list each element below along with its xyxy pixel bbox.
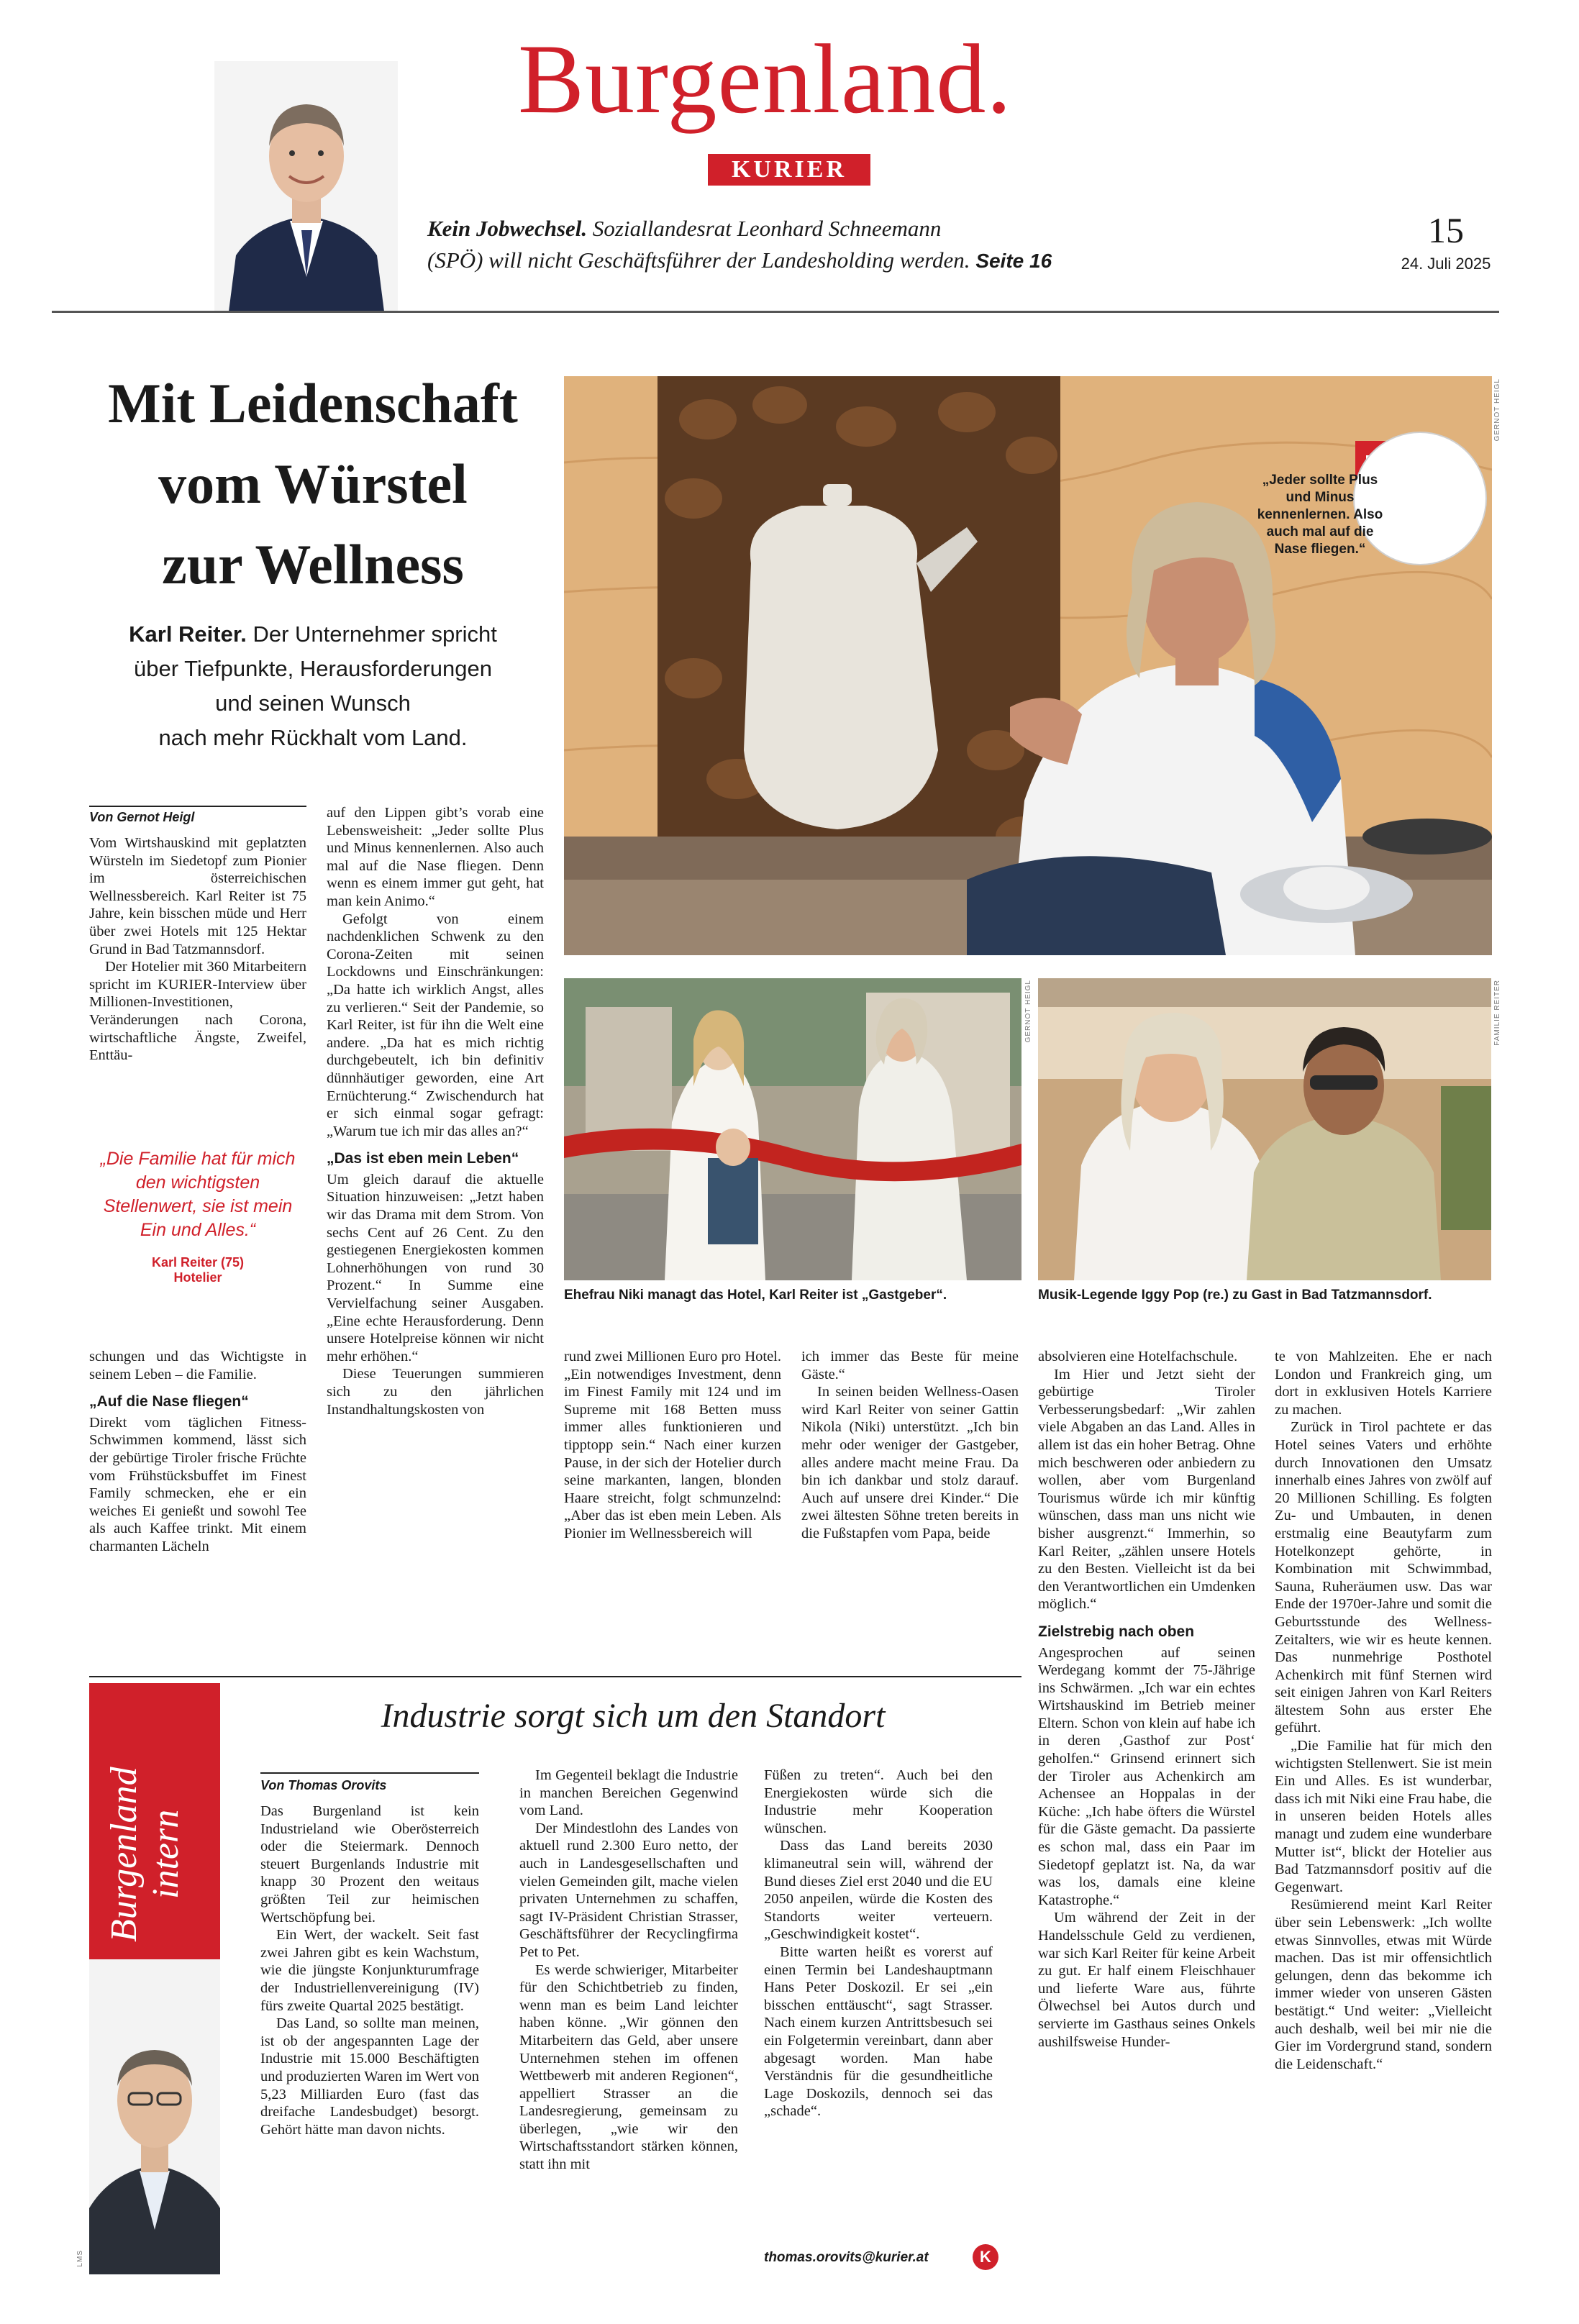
paragraph: absolvieren eine Hotelfachschule. (1038, 1349, 1238, 1364)
headline-line-1: Mit Leidenschaft (108, 372, 518, 434)
subheading: „Auf die Nase fliegen“ (89, 1393, 249, 1411)
photo-quote-bubble: „Jeder sollte Plus und Minus kennenlernen. Also auch mal auf die Nase fliegen.“ (1257, 473, 1383, 557)
kurier-logo: KURIER (708, 154, 870, 186)
pull-quote-author: Karl Reiter (75) (151, 1255, 245, 1270)
article-column-4 (801, 1348, 1019, 1543)
commentary-label-1: Burgenland (104, 1767, 145, 1942)
teaser-page-ref: Seite 16 (975, 250, 1052, 272)
article-column-1b (89, 1348, 306, 1556)
commentary-headline: Industrie sorgt sich um den Standort (381, 1697, 886, 1735)
commentary-column-1 (260, 1803, 479, 2138)
photo-credit-3: FAMILIE REITER (1493, 980, 1501, 1046)
paragraph: Um gleich darauf die aktuelle Situation hinzuweisen: „Jetzt haben wir das Drama mit dem Strom. Von sechs Cent auf 26 Cent. Zu den gestiegenen Energiekosten kommen Lohnerhöhungen von rund 30 Prozent.“ In Summe eine Vervielfachung seiner Ausgaben. „Eine echte Herausforderung. Denn unsere Hotelpreise können wir nicht mehr erhöhen.“ (327, 1171, 544, 1364)
teaser[interactable] (427, 213, 1161, 277)
commentary-label-2: intern (145, 1809, 186, 1899)
paragraph: ich immer das Beste für meine Gäste.“ (801, 1349, 1019, 1382)
main-photo-karl-reiter (564, 376, 1492, 955)
iggy-pop-photo (1038, 978, 1491, 1280)
paragraph: Bitte warten heißt es vorerst auf einen Termin bei Landeshauptmann Hans Peter Doskozil. Er sei „ein bisschen enttäuscht“, sagt Strasser. Nach einem kurzen Antrittsbesuch sei ein Folgetermin vereinbart, dann aber abgesagt worden. Man habe Verständnis für die gesundheitliche Lage Doskozils, dennoch sei das „schade“. (764, 1943, 993, 2120)
paragraph: „Die Familie hat für mich den wichtigsten Stellenwert. Sie ist mein Ein und Alles. Es ist wunderbar, dass ich mit Niki eine Frau habe, die in unseren beiden Hotels alles managt und zudem eine wunderbare Mutter ist“, blickt der Hotelier aus Bad Tatzmannsdorf positiv auf die Gegenwart. (1275, 1738, 1492, 1895)
article-column-5 (1038, 1348, 1255, 2051)
page-number: 15 (1428, 210, 1464, 250)
photo-credit-2: GERNOT HEIGL (1024, 980, 1032, 1043)
iggy-photo-caption: Musik-Legende Iggy Pop (re.) zu Gast in Bad Tatzmannsdorf. (1038, 1288, 1432, 1303)
paragraph: Ein Wert, der wackelt. Seit fast zwei Jahren gibt es kein Wachstum, wie die jüngste Konjunkturumfrage der Industriellenvereinigung (IV) fürs zweite Quartal 2025 bestätigt. (260, 1927, 479, 2014)
ribbon-photo-caption: Ehefrau Niki managt das Hotel, Karl Reiter ist „Gastgeber“. (564, 1288, 947, 1303)
subhead-line-3: und seinen Wunsch (215, 691, 411, 716)
paragraph: schungen und das Wichtigste in seinem Leben – die Familie. (89, 1349, 306, 1382)
ribbon-cutting-photo (564, 978, 1021, 1280)
paragraph: Füßen zu treten“. Auch bei den Energiekosten würde sich die Industrie mehr Kooperation wünschen. (764, 1767, 993, 1836)
paragraph: Um während der Zeit in der Handelsschule Geld zu verdienen, war sich Karl Reiter für keine Arbeit zu gut. Er half einem Fleischhauer und lieferte Ware aus, führte Ölwechsel bei Autos durch und servierte im Gasthaus seines Onkels aushilfsweise Hunder- (1038, 1910, 1255, 2050)
pull-quote-text: „Die Familie hat für mich den wichtigsten Stellenwert, sie ist mein Ein und Alles.“ (100, 1149, 296, 1240)
paragraph: Resümierend meint Karl Reiter über sein Lebenswerk: „Ich wollte etwas Sinnvolles, etwas mit Würde machen. Das ist mir offensichtlich gelungen, denn das bekomme ich immer wieder von unseren Gästen bestätigt.“ Und weiter: „Vielleicht auch deshalb, weil bei mir nie die Gier im Vordergrund stand, sondern die Leidenschaft.“ (1275, 1897, 1492, 2072)
commentary-sidebar (89, 1683, 220, 2274)
photo-credit-main: GERNOT HEIGL (1493, 378, 1501, 442)
paragraph: te von Mahlzeiten. Ehe er nach London und Frankreich ging, um dort in exklusiven Hotels Karriere zu machen. (1275, 1349, 1492, 1418)
commentary-column-3 (764, 1767, 993, 2120)
article-headline (65, 363, 561, 605)
paragraph: Direkt vom täglichen Fitness-Schwimmen kommend, lässt sich der gebürtige Tiroler frische Früchte vom Frühstücksbuffet im Finest Family schmecken, ehe er ein weiches Ei genießt und sowohl Tee als auch Kaffee trinkt. Mit einem charmanten Lächeln (89, 1414, 306, 1554)
kurier-k-logo: K (973, 2244, 998, 2270)
paragraph: auf den Lippen gibt’s vorab eine Lebensweisheit: „Jeder sollte Plus und Minus kennenlernen. Also auch mal auf die Nase fliegen. Denn wenn es einem immer gut geht, hat man kein Animo.“ (327, 805, 544, 909)
header-rule (52, 311, 1499, 313)
paragraph: Der Hotelier mit 360 Mitarbeitern spricht im KURIER-Interview über Millionen-Investitionen, Veränderungen nach Corona, wirtschaftliche Ängste, Zweifel, Enttäu- (89, 959, 306, 1064)
politician-portrait (214, 61, 398, 311)
side-credit: LMS (76, 2250, 84, 2267)
paragraph: rund zwei Millionen Euro pro Hotel. „Ein notwendiges Investment, denn im Finest Family mit 124 und im Supreme mit 168 Betten muss immer alles funktionieren und tipptopp sein.“ Nach einer kurzen Pause, in der sich der Hotelier durch seine markanten, langen, blonden Haare streicht, folgt schmunzelnd: „Aber das ist eben mein Leben. Als Pionier im Wellnessbereich will (564, 1349, 781, 1541)
commentary-byline: Von Thomas Orovits (260, 1778, 387, 1792)
commentary-label (104, 1683, 187, 1942)
paragraph: Im Gegenteil beklagt die Industrie in manchen Bereichen Gegenwind vom Land. (519, 1767, 738, 1819)
paragraph: Der Mindestlohn des Landes von aktuell rund 2.300 Euro netto, der auch in Landesgesellschaften und vielen Gemeinden gilt, mache vielen privaten Unternehmen zu schaffen, sagt IV-Präsident Christian Strasser, Geschäftsführer der Recyclingfirma Pet to Pet. (519, 1820, 738, 1960)
commentary-top-rule (89, 1676, 1021, 1677)
subhead-lead: Karl Reiter. (129, 621, 247, 647)
pull-quote-role: Hotelier (173, 1270, 222, 1285)
paragraph: Das Burgenland ist kein Industrieland wie Oberösterreich oder die Steiermark. Dennoch steuert Burgenlands Industrie mit knapp 30 Prozent den weitaus größten Teil zur heimischen Wertschöpfung bei. (260, 1803, 479, 1926)
paragraph: Diese Teuerungen summieren sich zu den jährlichen Instandhaltungskosten von (327, 1366, 544, 1418)
paragraph: Das Land, so sollte man meinen, ist ob der angespannten Lage der Industrie mit 15.000 Beschäftigten und produzierten Waren im Wert von 5,23 Milliarden Euro (fast das dreifache Landesbudget) besorgt. Gehört hätte man davon nichts. (260, 2015, 479, 2138)
subheading: „Das ist eben mein Leben“ (327, 1150, 519, 1167)
commentary-byline-rule (260, 1772, 479, 1774)
article-column-1a (89, 834, 306, 1065)
paragraph: In seinen beiden Wellness-Oasen wird Karl Reiter von seiner Gattin Nikola (Niki) unterstützt. „Ich bin mehr oder weniger der Gastgeber, alles andere macht meine Frau. Da bin ich dankbar und stolz darauf. Auch auf unsere drei Kinder.“ Die zwei ältesten Söhne treten bereits in die Fußstapfen vom Papa, beide (801, 1384, 1019, 1541)
pull-quote (89, 1147, 306, 1285)
paragraph: Vom Wirtshauskind mit geplatzten Würsteln im Siedetopf zum Pionier im österreichischen Wellnessbereich. Karl Reiter ist 75 Jahre, kein bisschen müde und Herr über zwei Hotels mit 125 Hektar Grund in Bad Tatzmannsdorf. (89, 835, 306, 957)
paragraph: Angesprochen auf seinen Werdegang kommt der 75-Jährige ins Schwärmen. „Ich war ein echtes Wirtshauskind im Betrieb meiner Eltern. Schon von klein auf habe ich in deren ‚Gasthof zur Post‘ geholfen.“ Grinsend erinnert sich der Tiroler aus Achenkirch am Achensee an Hoppalas in der Küche: „Ich habe öfters die Würstel für die Gäste gemacht. Da passierte es schon mal, dass ein Paar im Siedetopf geplatzt ist. Na, da war was los, damals eine kleine Katastrophe.“ (1038, 1644, 1255, 1908)
teaser-text: Soziallandesrat Leonhard Schneemann (592, 216, 942, 241)
masthead-title: Burgenland. (518, 24, 1012, 134)
subhead-text: Der Unternehmer spricht (252, 621, 497, 647)
subhead-line-2: über Tiefpunkte, Herausforderungen (133, 656, 493, 681)
headline-line-2: vom Würstel (158, 452, 468, 515)
paragraph: Es werde schwieriger, Mitarbeiter für den Schichtbetrieb zu finden, wenn man es beim Land leichter haben könne. „Wir gönnen den Mitarbeitern das Geld, aber unsere Unternehmen stehen im offenen Wettbewerb mit anderen Regionen“, appelliert Strasser an die Landesregierung, gemeinsam zu überlegen, „wie wir den Wirtschaftsstandort stärken können, statt ihn mit (519, 1961, 738, 2173)
article-column-2 (327, 804, 544, 1418)
columnist-portrait (89, 1992, 220, 2274)
headline-line-3: zur Wellness (162, 533, 464, 596)
subhead-line-4: nach mehr Rückhalt vom Land. (158, 725, 468, 750)
paragraph: Im Hier und Jetzt sieht der gebürtige Tiroler Verbesserungsbedarf: „Wir zahlen viele Abgaben an das Land. Alles in allem ist das ein hoher Betrag. Ohne mich beschweren oder anbiedern zu wollen, aber vom Burgenland Tourismus würde ich mir künftig wünschen, dass man uns nicht wie bisher ausgrenzt.“ Immerhin, so Karl Reiter, „zählen unsere Hotels zu den Besten. Vielleicht ist da bei den Verantwortlichen ein Umdenken möglich.“ (1038, 1366, 1255, 1613)
byline-rule (89, 806, 306, 807)
commentary-email[interactable]: thomas.orovits@kurier.at (764, 2250, 929, 2265)
article-byline: Von Gernot Heigl (89, 810, 195, 824)
teaser-lead: Kein Jobwechsel. (427, 216, 588, 241)
article-subhead (79, 617, 547, 755)
subheading: Zielstrebig nach oben (1038, 1623, 1195, 1640)
commentary-column-2 (519, 1767, 738, 2174)
paragraph: Zurück in Tirol pachtete er das Hotel seines Vaters und erhöhte durch Innovationen den Umsatz innerhalb eines Jahres von zwölf auf 20 Millionen Schilling. Es folgten Zu- und Umbauten, in denen erstmalig eine Beautyfarm zum Hotelkonzept gehörte, in Kombination mit Schwimmbad, Sauna, Ruheräumen usw. Das war Ende der 1970er-Jahre und somit die Geburtsstunde des Wellness-Zeitalters, wie wir es heute kennen. Das nunmehrige Posthotel Achenkirch mit fünf Sternen wird seit einigen Jahren von Karl Reiters ältestem Sohn aus erster Ehe geführt. (1275, 1419, 1492, 1736)
issue-date: 24. Juli 2025 (1401, 255, 1491, 273)
article-column-6 (1275, 1348, 1492, 2073)
paragraph: Gefolgt von einem nachdenklichen Schwenk zu den Corona-Zeiten mit seinen Lockdowns und Einschränkungen: „Da hatte ich wirklich Angst, alles zu verlieren.“ Seit der Pandemie, so Karl Reiter, ist für ihn die Welt eine andere. „Da hat es mich richtig durchgebeutelt, ich bin definitiv dünnhäutiger geworden, eine Art Ernüchterung.“ Zwischendurch hat er sich einmal sogar gefragt: „Warum tue ich mir das alles an?“ (327, 911, 544, 1139)
teaser-text-2: (SPÖ) will nicht Geschäftsführer der Landesholding werden. (427, 247, 970, 273)
article-column-3 (564, 1348, 781, 1543)
paragraph: Dass das Land bereits 2030 klimaneutral sein will, während der Bund dieses Ziel erst 2040 und die EU 2050 anpeilen, würde die Kosten des Standorts weiter verteuern. „Geschwindigkeit kostet“. (764, 1838, 993, 1943)
